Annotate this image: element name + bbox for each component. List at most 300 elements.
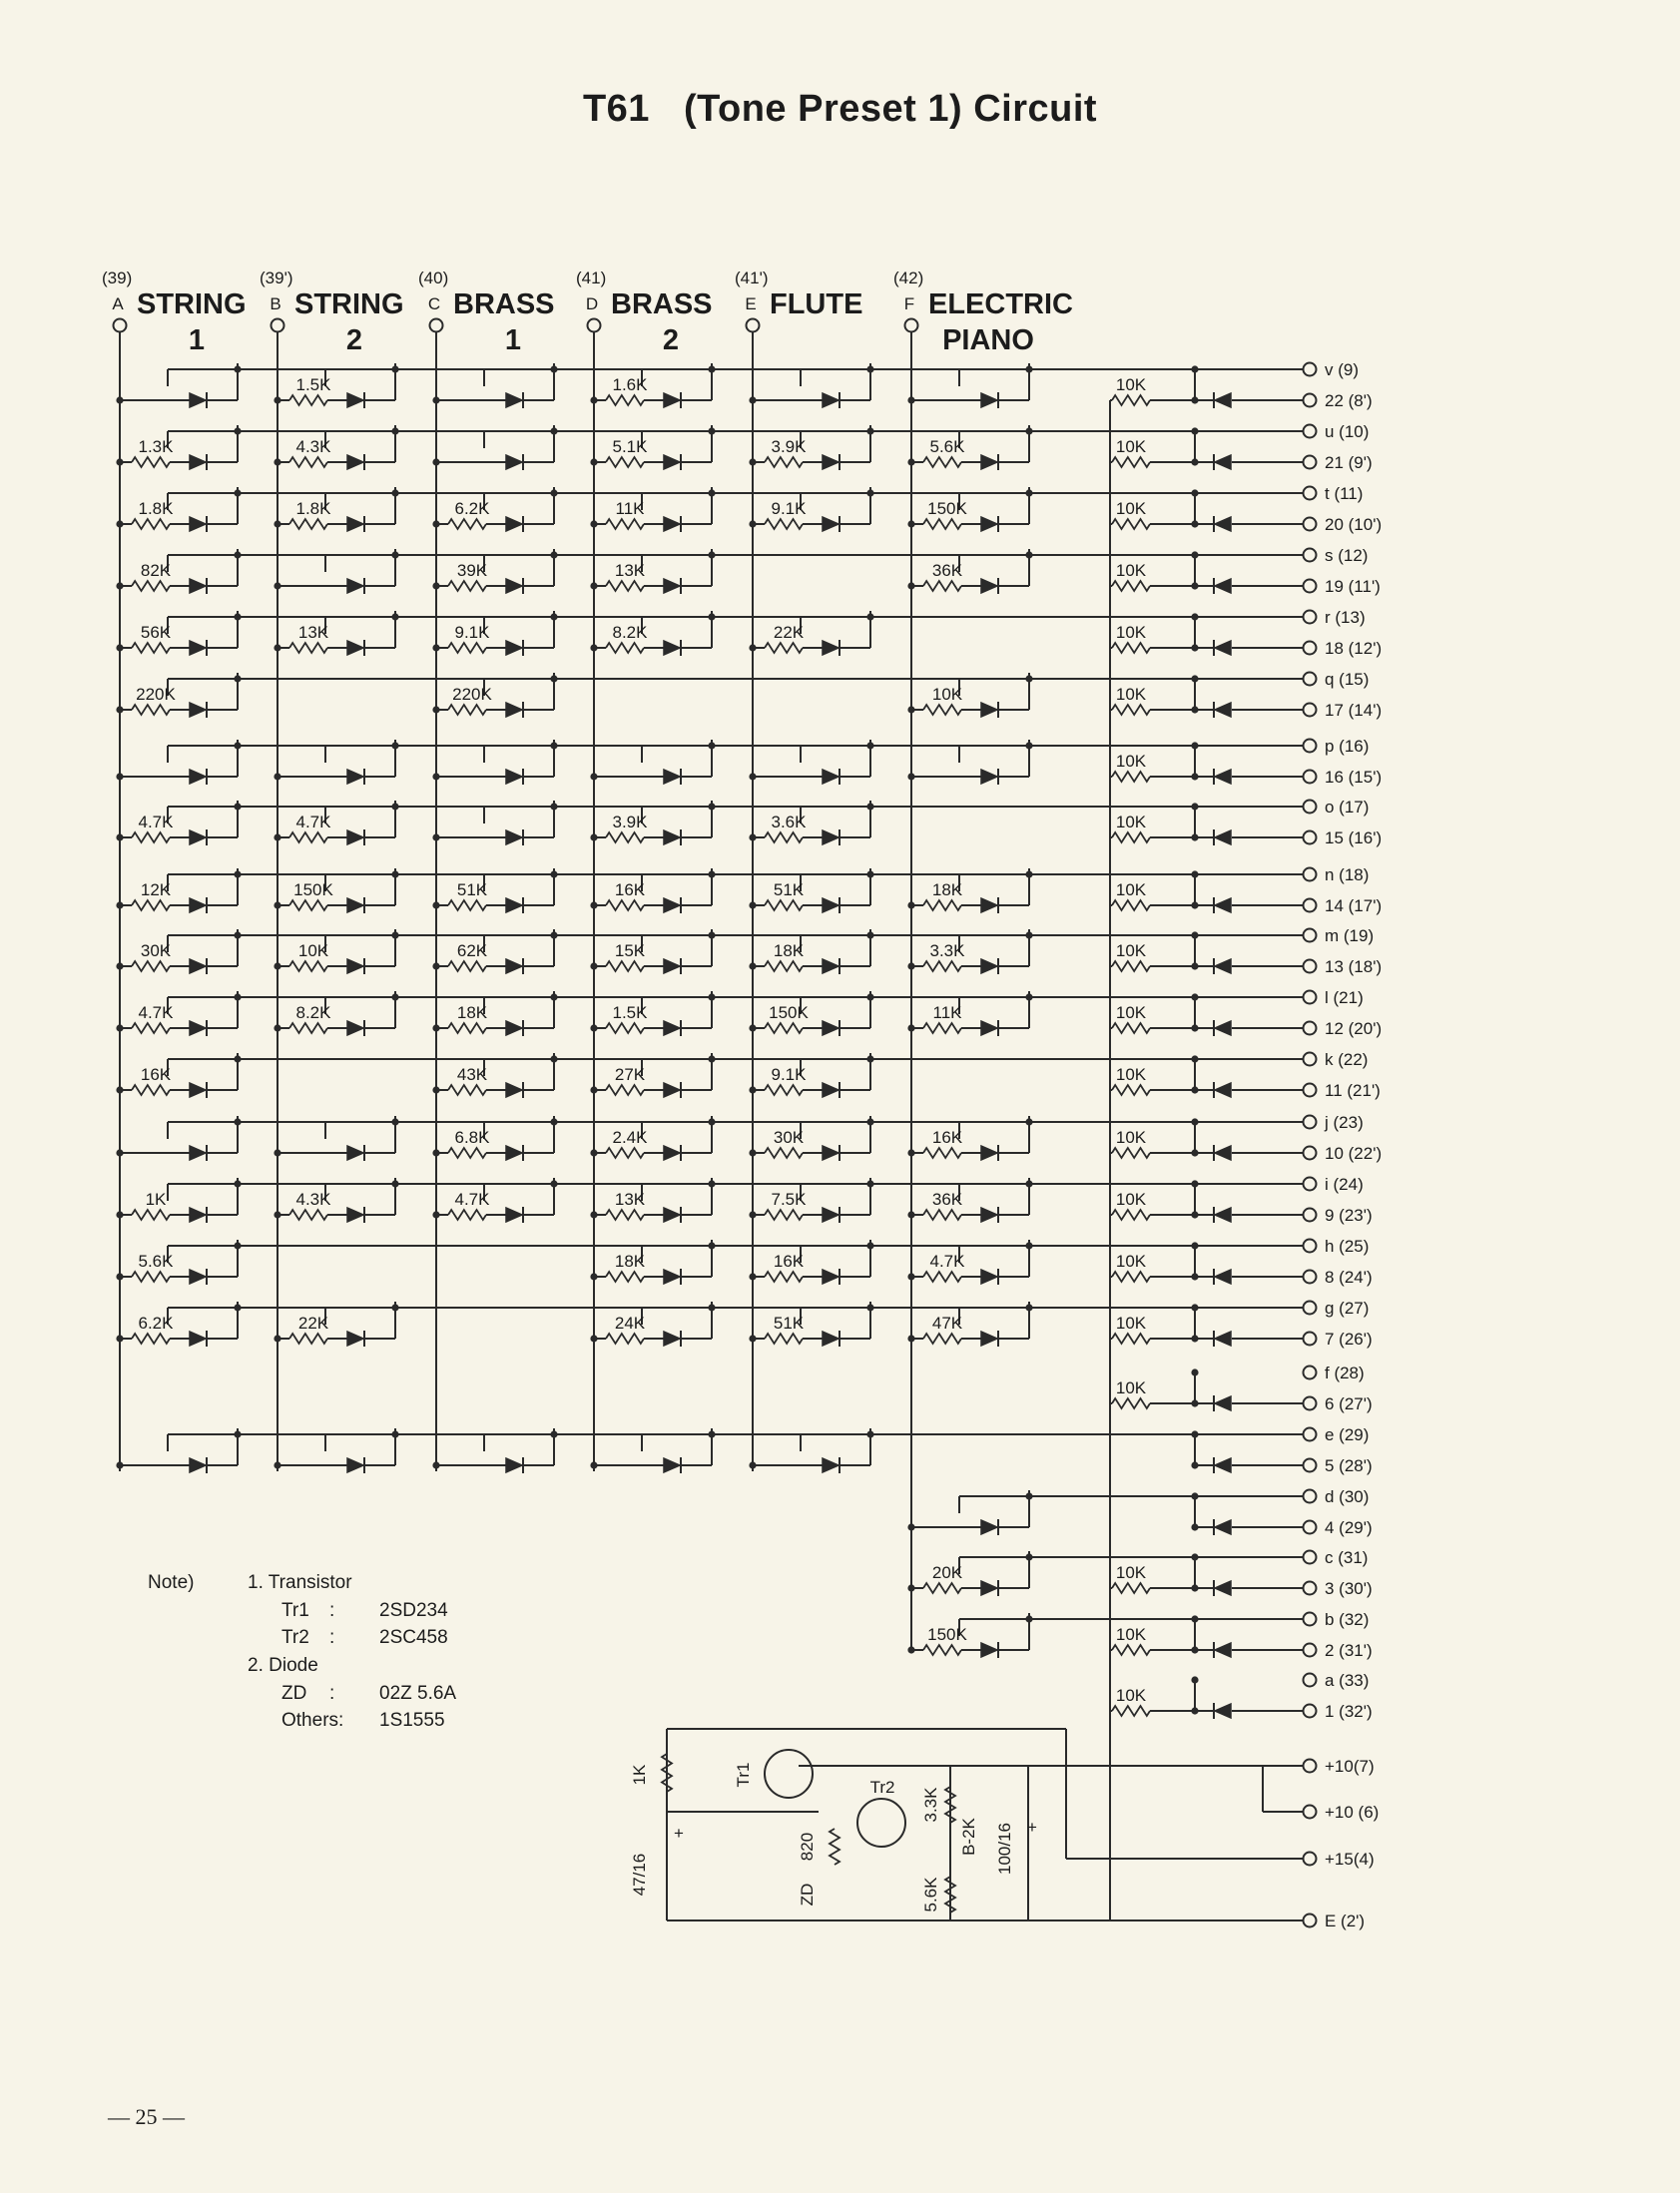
junction-dot: [1191, 396, 1198, 403]
pulldown-value-label: 10K: [1115, 752, 1147, 771]
resistor-value-label: 4.3K: [295, 1190, 331, 1209]
resistor-symbol: [1112, 1706, 1150, 1716]
resistor-value-label: 13K: [614, 1190, 646, 1209]
column-input-terminal: [588, 319, 601, 332]
output-terminal-bottom: [1304, 1333, 1317, 1346]
junction-dot: [432, 962, 439, 969]
output-label-top: r (13): [1325, 608, 1366, 627]
resistor-value-label: 51K: [773, 880, 805, 899]
resistor-value-label: 56K: [140, 623, 172, 642]
junction-dot: [866, 870, 873, 877]
junction-dot: [234, 675, 241, 682]
ps-label: B-2K: [959, 1818, 978, 1856]
pulldown-value-label: 10K: [1115, 1625, 1147, 1644]
junction-dot: [116, 706, 123, 713]
output-label-top: f (28): [1325, 1364, 1365, 1382]
output-label-bottom: 19 (11'): [1325, 577, 1381, 596]
note-others-value: 1S1555: [379, 1710, 445, 1731]
resistor-symbol: [765, 1023, 803, 1033]
junction-dot: [234, 1304, 241, 1311]
resistor-value-label: 11K: [932, 1003, 962, 1022]
diode-symbol: [981, 1021, 997, 1035]
junction-dot: [907, 1024, 914, 1031]
ps-label: 100/16: [995, 1823, 1014, 1875]
pulldown-value-label: 10K: [1115, 813, 1147, 831]
diode-symbol: [823, 770, 839, 784]
resistor-symbol: [606, 900, 644, 910]
junction-dot: [1191, 1273, 1198, 1280]
junction-dot: [391, 613, 398, 620]
diode-symbol: [506, 830, 522, 844]
junction-dot: [274, 833, 280, 840]
pulldown-value-label: 10K: [1115, 1065, 1147, 1084]
diode-symbol: [823, 898, 839, 912]
diode-symbol: [506, 517, 522, 531]
resistor-symbol: [132, 581, 170, 591]
power-output-label: +15(4): [1325, 1850, 1375, 1869]
junction-dot: [1191, 742, 1198, 749]
resistor-value-label: 1.8K: [138, 499, 174, 518]
title-text: (Tone Preset 1) Circuit: [683, 88, 1098, 130]
column-name: STRING: [294, 288, 404, 320]
junction-dot: [866, 1180, 873, 1187]
output-terminal-top: [1304, 1178, 1317, 1191]
output-terminal-top: [1304, 425, 1317, 438]
resistor-value-label: 150K: [927, 499, 967, 518]
junction-dot: [234, 803, 241, 810]
diode-symbol: [506, 579, 522, 593]
output-terminal-top: [1304, 991, 1317, 1004]
junction-dot: [1191, 1430, 1198, 1437]
resistor-value-label: 16K: [140, 1065, 172, 1084]
resistor-symbol: [606, 1210, 644, 1220]
junction-dot: [1025, 1304, 1032, 1311]
resistor-value-label: 150K: [293, 880, 333, 899]
junction-dot: [274, 773, 280, 780]
note-others-name: Others:: [281, 1710, 344, 1731]
junction-dot: [391, 365, 398, 372]
diode-symbol: [190, 1021, 206, 1035]
resistor-symbol: [1112, 643, 1150, 653]
junction-dot: [749, 962, 756, 969]
resistor-symbol: [923, 1583, 961, 1593]
output-label-bottom: 16 (15'): [1325, 768, 1383, 787]
column-pin-label: (41): [576, 269, 607, 287]
resistor-symbol: [1112, 457, 1150, 467]
junction-dot: [1191, 833, 1198, 840]
junction-dot: [391, 1180, 398, 1187]
resistor-value-label: 9.1K: [771, 499, 807, 518]
resistor-value-label: 150K: [927, 1625, 967, 1644]
junction-dot: [708, 1430, 715, 1437]
diode-symbol: [190, 1332, 206, 1346]
output-label-top: l (21): [1325, 988, 1364, 1007]
junction-dot: [234, 1180, 241, 1187]
output-terminal-bottom: [1304, 1582, 1317, 1595]
resistor-symbol: [765, 643, 803, 653]
output-terminal-bottom: [1304, 394, 1317, 407]
diode-symbol: [347, 455, 363, 469]
output-terminal-top: [1304, 740, 1317, 753]
column-letter: A: [112, 294, 124, 313]
note-label: Note): [148, 1572, 195, 1593]
output-terminal-top: [1304, 1053, 1317, 1066]
junction-dot: [1191, 613, 1198, 620]
junction-dot: [1191, 1523, 1198, 1530]
resistor-symbol: [1112, 1085, 1150, 1095]
junction-dot: [866, 1304, 873, 1311]
junction-dot: [1191, 1055, 1198, 1062]
junction-dot: [234, 870, 241, 877]
junction-dot: [1191, 1646, 1198, 1653]
pulldown-value-label: 10K: [1115, 1252, 1147, 1271]
diode-symbol: [1215, 1458, 1231, 1472]
resistor-symbol: [448, 1210, 486, 1220]
resistor-symbol: [765, 1334, 803, 1344]
junction-dot: [234, 613, 241, 620]
resistor-value-label: 150K: [769, 1003, 809, 1022]
diode-symbol: [664, 1270, 680, 1284]
diode-symbol: [664, 1458, 680, 1472]
pulldown-value-label: 10K: [1115, 941, 1147, 960]
diode-symbol: [823, 1208, 839, 1222]
pulldown-value-label: 10K: [1115, 1003, 1147, 1022]
resistor-symbol: [1112, 1023, 1150, 1033]
junction-dot: [907, 1523, 914, 1530]
junction-dot: [1025, 489, 1032, 496]
resistor-value-label: 11K: [615, 499, 645, 518]
resistor-symbol: [289, 900, 327, 910]
power-output-label: E (2'): [1325, 1912, 1366, 1930]
column-sub: 1: [504, 324, 522, 356]
note-tr1-sep: :: [329, 1600, 335, 1621]
junction-dot: [590, 962, 597, 969]
note-zd-sep: :: [329, 1683, 335, 1704]
resistor-value-label: 47K: [931, 1314, 963, 1333]
junction-dot: [432, 1211, 439, 1218]
output-terminal-bottom: [1304, 899, 1317, 912]
pulldown-value-label: 10K: [1115, 1378, 1147, 1397]
output-label-bottom: 17 (14'): [1325, 701, 1383, 720]
junction-dot: [866, 365, 873, 372]
junction-dot: [1191, 1086, 1198, 1093]
diode-symbol: [823, 641, 839, 655]
junction-dot: [116, 1211, 123, 1218]
column-letter: E: [745, 294, 757, 313]
diode-symbol: [190, 1146, 206, 1160]
resistor-symbol: [923, 961, 961, 971]
output-terminal-bottom: [1304, 1644, 1317, 1657]
resistor-value-label: 3.6K: [771, 813, 807, 831]
resistor-value-label: 1.3K: [138, 437, 174, 456]
junction-dot: [907, 1335, 914, 1342]
resistor-symbol: [448, 519, 486, 529]
resistor-symbol: [606, 961, 644, 971]
junction-dot: [749, 520, 756, 527]
junction-dot: [907, 520, 914, 527]
resistor-value-label: 16K: [773, 1252, 805, 1271]
diode-symbol: [1215, 517, 1231, 531]
junction-dot: [1191, 520, 1198, 527]
resistor-symbol: [132, 1085, 170, 1095]
junction-dot: [432, 396, 439, 403]
junction-dot: [708, 1055, 715, 1062]
junction-dot: [391, 489, 398, 496]
diode-symbol: [1215, 1704, 1231, 1718]
resistor-value-label: 62K: [456, 941, 488, 960]
resistor-symbol: [1112, 961, 1150, 971]
junction-dot: [1191, 365, 1198, 372]
resistor-value-label: 36K: [931, 1190, 963, 1209]
output-terminal-top: [1304, 611, 1317, 624]
resistor-symbol: [289, 643, 327, 653]
diode-symbol: [981, 1270, 997, 1284]
diode-symbol: [1215, 1396, 1231, 1410]
resistor-value-label: 9.1K: [454, 623, 490, 642]
diode-symbol: [823, 1146, 839, 1160]
junction-dot: [234, 1055, 241, 1062]
junction-dot: [116, 1461, 123, 1468]
diode-symbol: [506, 393, 522, 407]
junction-dot: [1191, 427, 1198, 434]
junction-dot: [1025, 365, 1032, 372]
resistor-symbol: [448, 643, 486, 653]
diode-symbol: [664, 393, 680, 407]
pulldown-value-label: 10K: [1115, 880, 1147, 899]
resistor-symbol: [289, 832, 327, 842]
junction-dot: [708, 742, 715, 749]
output-label-bottom: 1 (32'): [1325, 1702, 1373, 1721]
note-tr1-name: Tr1: [281, 1600, 309, 1621]
column-input-terminal: [430, 319, 443, 332]
junction-dot: [391, 1430, 398, 1437]
junction-dot: [907, 1584, 914, 1591]
diode-symbol: [506, 1021, 522, 1035]
note-tr2-name: Tr2: [281, 1627, 309, 1648]
junction-dot: [1191, 803, 1198, 810]
junction-dot: [1191, 1304, 1198, 1311]
resistor-symbol: [606, 519, 644, 529]
diode-symbol: [190, 579, 206, 593]
junction-dot: [391, 870, 398, 877]
diode-symbol: [664, 898, 680, 912]
ps-label: 820: [798, 1832, 817, 1862]
junction-dot: [1191, 773, 1198, 780]
output-terminal-top: [1304, 549, 1317, 562]
junction-dot: [391, 1118, 398, 1125]
junction-dot: [116, 1024, 123, 1031]
junction-dot: [432, 582, 439, 589]
junction-dot: [749, 1086, 756, 1093]
diode-symbol: [664, 1208, 680, 1222]
pulldown-value-label: 10K: [1115, 623, 1147, 642]
diode-symbol: [1215, 641, 1231, 655]
junction-dot: [116, 1273, 123, 1280]
output-terminal-bottom: [1304, 771, 1317, 784]
resistor-value-label: 8.2K: [295, 1003, 331, 1022]
junction-dot: [1191, 1242, 1198, 1249]
column-letter: D: [585, 294, 599, 313]
output-terminal-top: [1304, 1302, 1317, 1315]
junction-dot: [1191, 1369, 1198, 1375]
pulldown-value-label: 10K: [1115, 1190, 1147, 1209]
junction-dot: [274, 396, 280, 403]
diode-symbol: [981, 1581, 997, 1595]
diode-symbol: [347, 959, 363, 973]
junction-dot: [550, 489, 557, 496]
diode-symbol: [664, 1332, 680, 1346]
resistor-symbol: [132, 457, 170, 467]
junction-dot: [1191, 1180, 1198, 1187]
ps-label: Tr2: [869, 1778, 895, 1797]
junction-dot: [590, 773, 597, 780]
junction-dot: [234, 1118, 241, 1125]
junction-dot: [234, 489, 241, 496]
resistor-symbol: [923, 1148, 961, 1158]
note-tr2-sep: :: [329, 1627, 335, 1648]
resistor-value-label: 4.3K: [295, 437, 331, 456]
junction-dot: [708, 365, 715, 372]
column-name: BRASS: [453, 288, 555, 320]
resistor-value-label: 16K: [614, 880, 646, 899]
resistor-symbol: [1112, 581, 1150, 591]
junction-dot: [1025, 1492, 1032, 1499]
junction-dot: [550, 931, 557, 938]
resistor-symbol: [606, 832, 644, 842]
resistor-value-label: 220K: [136, 685, 176, 704]
resistor-value-label: 27K: [614, 1065, 646, 1084]
diode-symbol: [1215, 1643, 1231, 1657]
output-label-top: k (22): [1325, 1050, 1369, 1069]
power-output-terminal: [1304, 1853, 1317, 1866]
resistor-value-label: 1.8K: [295, 499, 331, 518]
junction-dot: [1025, 1180, 1032, 1187]
resistor-value-label: 6.2K: [454, 499, 490, 518]
column-input-terminal: [114, 319, 127, 332]
junction-dot: [432, 520, 439, 527]
output-label-bottom: 14 (17'): [1325, 896, 1383, 915]
diode-symbol: [664, 1021, 680, 1035]
output-terminal-top: [1304, 1367, 1317, 1379]
diode-symbol: [190, 898, 206, 912]
resistor-value-label: 12K: [140, 880, 172, 899]
junction-dot: [550, 1180, 557, 1187]
diode-symbol: [664, 959, 680, 973]
pulldown-value-label: 10K: [1115, 499, 1147, 518]
resistor-value-label: 10K: [297, 941, 329, 960]
diode-symbol: [981, 579, 997, 593]
junction-dot: [1025, 1118, 1032, 1125]
resistor-symbol: [1112, 900, 1150, 910]
junction-dot: [1025, 742, 1032, 749]
resistor-symbol: [765, 1085, 803, 1095]
diode-symbol: [506, 1146, 522, 1160]
diode-symbol: [1215, 898, 1231, 912]
resistor-symbol: [606, 1085, 644, 1095]
diode-symbol: [506, 641, 522, 655]
junction-dot: [907, 396, 914, 403]
junction-dot: [391, 742, 398, 749]
resistor-symbol: [923, 1334, 961, 1344]
resistor-symbol: [765, 1148, 803, 1158]
resistor-symbol: [1112, 1272, 1150, 1282]
junction-dot: [274, 582, 280, 589]
diode-symbol: [823, 455, 839, 469]
column-name: STRING: [137, 288, 247, 320]
resistor-symbol: [765, 1210, 803, 1220]
resistor-value-label: 43K: [456, 1065, 488, 1084]
output-terminal-bottom: [1304, 1147, 1317, 1160]
junction-dot: [234, 993, 241, 1000]
output-label-bottom: 5 (28'): [1325, 1456, 1373, 1475]
output-label-bottom: 21 (9'): [1325, 453, 1373, 472]
resistor-symbol: [1112, 1583, 1150, 1593]
junction-dot: [590, 520, 597, 527]
pulldown-value-label: 10K: [1115, 1563, 1147, 1582]
junction-dot: [550, 427, 557, 434]
diode-symbol: [347, 1208, 363, 1222]
junction-dot: [432, 644, 439, 651]
resistor-value-label: 3.9K: [771, 437, 807, 456]
resistor-symbol: [606, 581, 644, 591]
junction-dot: [1191, 993, 1198, 1000]
junction-dot: [866, 1118, 873, 1125]
junction-dot: [274, 962, 280, 969]
diode-symbol: [981, 1520, 997, 1534]
resistor-value-label: 1K: [145, 1190, 167, 1209]
resistor-symbol: [923, 1023, 961, 1033]
diode-symbol: [190, 517, 206, 531]
diode-symbol: [190, 703, 206, 717]
diode-symbol: [1215, 703, 1231, 717]
diode-symbol: [823, 1458, 839, 1472]
resistor-value-label: 39K: [456, 561, 488, 580]
junction-dot: [234, 551, 241, 558]
diode-symbol: [506, 1083, 522, 1097]
junction-dot: [866, 613, 873, 620]
power-output-terminal: [1304, 1915, 1317, 1927]
junction-dot: [907, 962, 914, 969]
output-terminal-top: [1304, 868, 1317, 881]
output-label-bottom: 13 (18'): [1325, 957, 1383, 976]
diode-symbol: [190, 770, 206, 784]
ps-label: ZD: [798, 1883, 817, 1907]
resistor-symbol: [1112, 1334, 1150, 1344]
junction-dot: [116, 833, 123, 840]
diode-symbol: [347, 770, 363, 784]
resistor-symbol: [289, 1334, 327, 1344]
resistor-symbol: [132, 519, 170, 529]
resistor-symbol: [132, 1272, 170, 1282]
junction-dot: [1025, 1553, 1032, 1560]
diode-symbol: [823, 1083, 839, 1097]
junction-dot: [907, 1149, 914, 1156]
junction-dot: [866, 742, 873, 749]
diode-symbol: [347, 517, 363, 531]
junction-dot: [590, 582, 597, 589]
resistor-symbol: [765, 519, 803, 529]
junction-dot: [1025, 993, 1032, 1000]
ps-label: +: [1027, 1818, 1037, 1837]
resistor-symbol: [606, 1334, 644, 1344]
title-code: T61: [582, 88, 650, 130]
pulldown-value-label: 10K: [1115, 1128, 1147, 1147]
diode-symbol: [981, 517, 997, 531]
output-label-top: v (9): [1325, 360, 1359, 379]
junction-dot: [550, 551, 557, 558]
output-terminal-bottom: [1304, 642, 1317, 655]
junction-dot: [708, 803, 715, 810]
